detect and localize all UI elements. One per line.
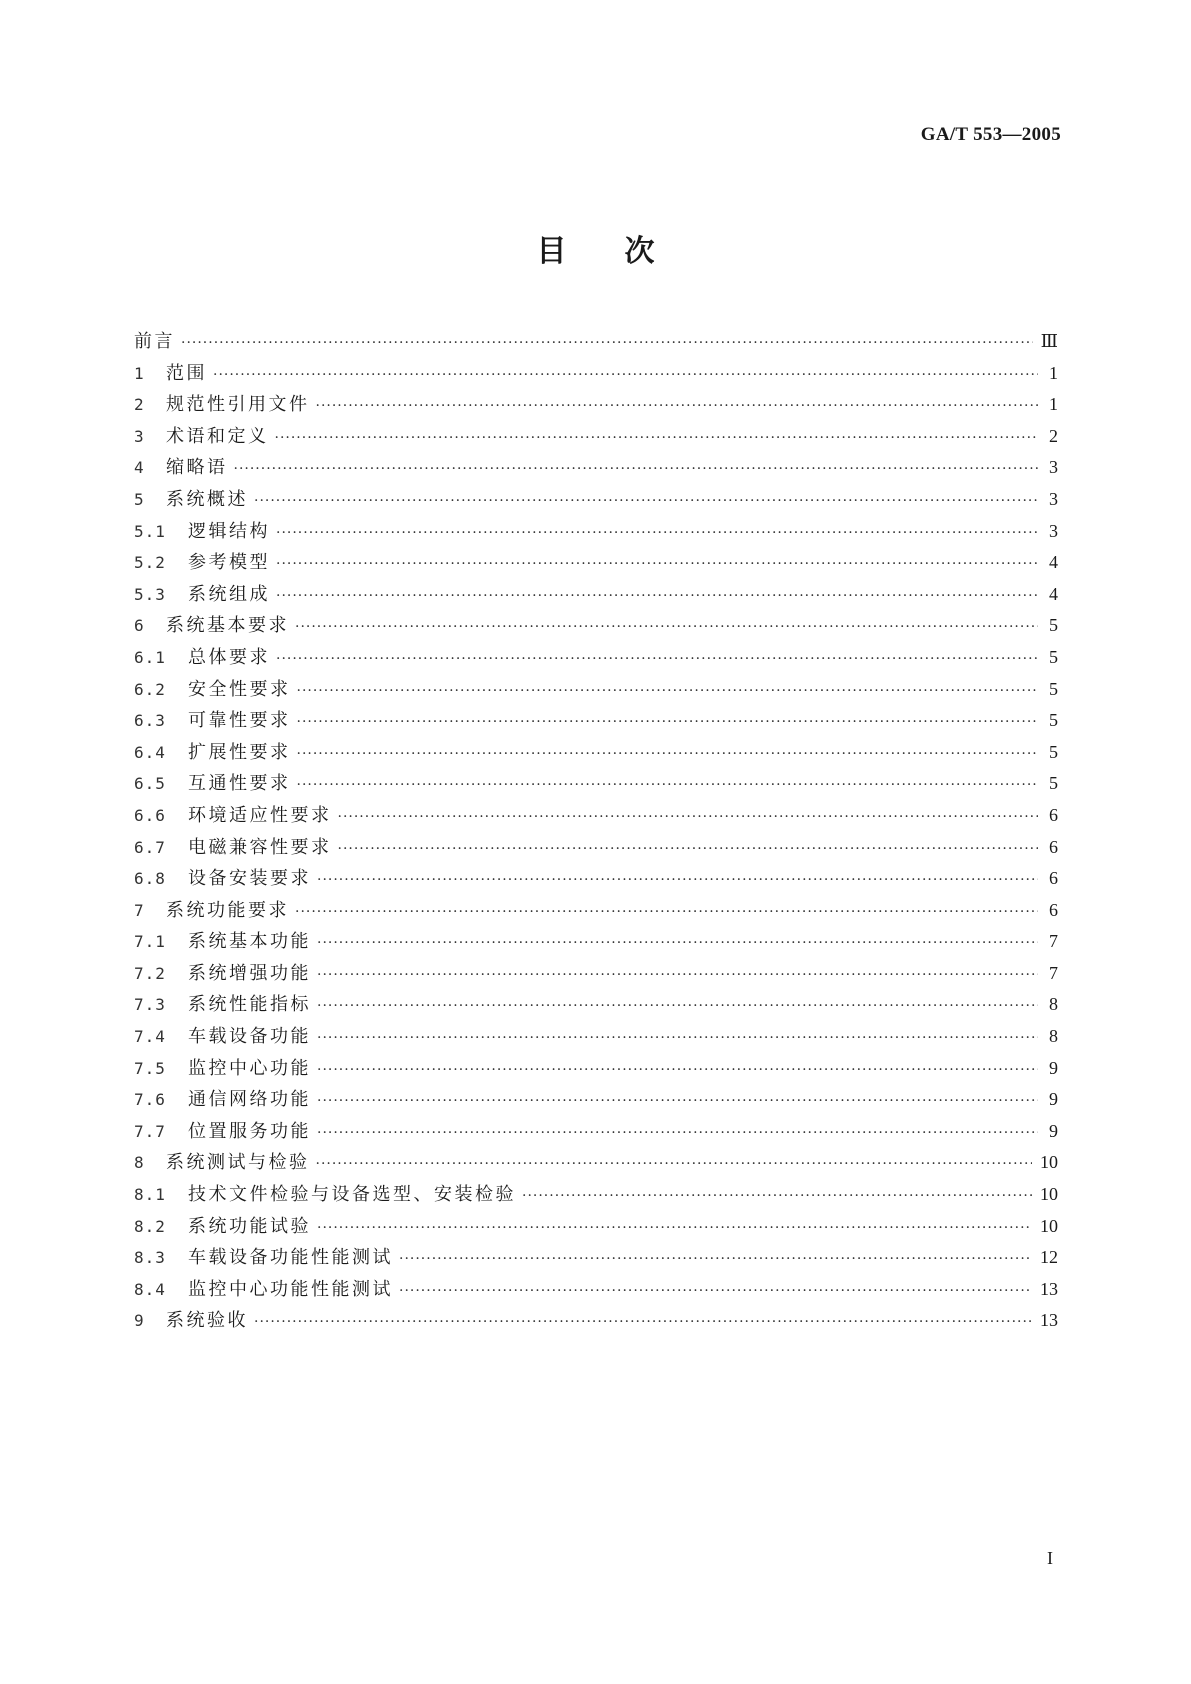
toc-entry-label: 术语和定义 <box>166 425 269 447</box>
toc-entry-label: 环境适应性要求 <box>188 804 332 826</box>
toc-entry-number: 3 <box>134 426 145 446</box>
toc-entry-label: 互通性要求 <box>188 773 291 795</box>
toc-dot-leader <box>317 1023 1038 1055</box>
toc-entry[interactable] <box>134 1211 1058 1243</box>
toc-entry-number: 6.5 <box>134 774 166 794</box>
toc-entry[interactable] <box>134 1179 1058 1211</box>
toc-dot-leader <box>317 1118 1038 1150</box>
toc-entry[interactable] <box>134 642 1058 674</box>
toc-entry-page: 12 <box>1040 1247 1058 1268</box>
toc-entry-label: 可靠性要求 <box>188 710 291 732</box>
toc-entry-label: 系统增强功能 <box>188 962 311 984</box>
toc-entry[interactable] <box>134 1305 1058 1337</box>
toc-entry-label: 监控中心功能 <box>188 1057 311 1079</box>
toc-entry-number: 7.1 <box>134 932 166 952</box>
toc-entry-page: 6 <box>1049 899 1058 920</box>
toc-entry-page: 8 <box>1049 1026 1058 1047</box>
toc-entry-number: 6.8 <box>134 869 166 889</box>
toc-entry-number: 7.2 <box>134 963 166 983</box>
toc-dot-leader <box>276 518 1038 550</box>
toc-dot-leader <box>317 1055 1038 1087</box>
toc-entry-page: 6 <box>1049 804 1058 825</box>
standard-code: GA/T 553—2005 <box>920 124 1061 145</box>
toc-entry[interactable] <box>134 895 1058 927</box>
toc-entry[interactable] <box>134 326 1058 358</box>
toc-entry[interactable] <box>134 579 1058 611</box>
toc-dot-leader <box>317 865 1038 897</box>
toc-entry-page: 7 <box>1049 962 1058 983</box>
toc-entry-number: 7.7 <box>134 1121 166 1141</box>
toc-dot-leader <box>297 707 1039 739</box>
toc-dot-leader <box>338 802 1039 834</box>
toc-entry-page: 5 <box>1049 615 1058 636</box>
toc-entry-page: 5 <box>1049 678 1058 699</box>
toc-entry-number: 8.1 <box>134 1185 166 1205</box>
toc-entry[interactable] <box>134 1084 1058 1116</box>
toc-entry-page: Ⅲ <box>1040 331 1058 351</box>
toc-entry-label: 系统性能指标 <box>188 994 311 1016</box>
toc-dot-leader <box>297 676 1039 708</box>
toc-entry[interactable] <box>134 768 1058 800</box>
toc-dot-leader <box>317 1213 1032 1245</box>
toc-entry-label: 系统组成 <box>188 583 270 605</box>
toc-entry[interactable] <box>134 800 1058 832</box>
toc-entry-number: 5.3 <box>134 584 166 604</box>
toc-entry-number: 7.6 <box>134 1090 166 1110</box>
toc-entry[interactable] <box>134 1274 1058 1306</box>
toc-entry-page: 1 <box>1049 394 1058 415</box>
toc-dot-leader <box>317 991 1038 1023</box>
toc-entry-number: 2 <box>134 395 145 415</box>
toc-entry-page: 10 <box>1040 1215 1058 1236</box>
toc-dot-leader <box>295 612 1038 644</box>
toc-entry[interactable] <box>134 737 1058 769</box>
toc-entry-number: 9 <box>134 1311 145 1331</box>
toc-entry-number: 7.5 <box>134 1058 166 1078</box>
toc-entry[interactable] <box>134 1021 1058 1053</box>
toc-entry-label: 系统验收 <box>166 1310 248 1332</box>
toc-dot-leader <box>522 1181 1032 1213</box>
toc-entry-label: 通信网络功能 <box>188 1089 311 1111</box>
toc-entry-label: 缩略语 <box>166 457 228 479</box>
toc-entry[interactable] <box>134 989 1058 1021</box>
toc-entry-number: 6.7 <box>134 837 166 857</box>
toc-entry-page: 3 <box>1049 488 1058 509</box>
toc-entry[interactable] <box>134 421 1058 453</box>
toc-entry-number: 8.3 <box>134 1248 166 1268</box>
toc-dot-leader <box>316 391 1039 423</box>
toc-entry-label: 安全性要求 <box>188 678 291 700</box>
toc-entry-page: 6 <box>1049 836 1058 857</box>
toc-entry[interactable] <box>134 516 1058 548</box>
toc-entry-page: 1 <box>1049 362 1058 383</box>
toc-entry-label: 参考模型 <box>188 552 270 574</box>
toc-entry-page: 10 <box>1040 1184 1058 1205</box>
toc-entry-label: 系统功能要求 <box>166 899 289 921</box>
toc-dot-leader <box>213 360 1038 392</box>
toc-entry[interactable] <box>134 1242 1058 1274</box>
toc-entry-number: 6.2 <box>134 679 166 699</box>
toc-entry[interactable] <box>134 1147 1058 1179</box>
toc-entry[interactable] <box>134 926 1058 958</box>
toc-entry-number: 5.2 <box>134 553 166 573</box>
toc-entry-page: 9 <box>1049 1120 1058 1141</box>
toc-dot-leader <box>317 928 1038 960</box>
table-of-contents <box>134 326 1058 1337</box>
toc-dot-leader <box>297 739 1039 771</box>
toc-entry-page: 13 <box>1040 1310 1058 1331</box>
toc-entry-label: 监控中心功能性能测试 <box>188 1278 393 1300</box>
toc-entry[interactable] <box>134 358 1058 390</box>
toc-entry-label: 电磁兼容性要求 <box>188 836 332 858</box>
toc-entry-page: 6 <box>1049 868 1058 889</box>
toc-entry-page: 13 <box>1040 1278 1058 1299</box>
toc-dot-leader <box>338 834 1039 866</box>
toc-entry-label: 技术文件检验与设备选型、安装检验 <box>188 1184 516 1206</box>
toc-entry-page: 7 <box>1049 931 1058 952</box>
toc-entry[interactable] <box>134 389 1058 421</box>
toc-entry-number: 8 <box>134 1153 145 1173</box>
toc-entry-number: 8.2 <box>134 1216 166 1236</box>
toc-entry-number: 6 <box>134 616 145 636</box>
toc-entry-page: 5 <box>1049 646 1058 667</box>
toc-entry-page: 2 <box>1049 425 1058 446</box>
toc-entry-label: 位置服务功能 <box>188 1120 311 1142</box>
toc-dot-leader <box>399 1276 1032 1308</box>
toc-dot-leader <box>297 770 1039 802</box>
toc-dot-leader <box>234 454 1039 486</box>
toc-entry-number: 6.1 <box>134 647 166 667</box>
toc-entry[interactable] <box>134 1053 1058 1085</box>
toc-entry[interactable] <box>134 863 1058 895</box>
toc-entry[interactable] <box>134 705 1058 737</box>
toc-entry-number: 4 <box>134 458 145 478</box>
toc-entry-label: 车载设备功能 <box>188 1026 311 1048</box>
toc-entry-page: 8 <box>1049 994 1058 1015</box>
toc-entry-label: 规范性引用文件 <box>166 394 310 416</box>
toc-entry[interactable] <box>134 832 1058 864</box>
toc-entry-number: 5.1 <box>134 521 166 541</box>
toc-entry-number: 6.3 <box>134 711 166 731</box>
toc-entry-page: 4 <box>1049 583 1058 604</box>
toc-entry[interactable] <box>134 1116 1058 1148</box>
toc-entry-label: 逻辑结构 <box>188 520 270 542</box>
toc-entry[interactable] <box>134 547 1058 579</box>
toc-entry-label: 系统功能试验 <box>188 1215 311 1237</box>
toc-entry-page: 5 <box>1049 710 1058 731</box>
toc-entry-number: 1 <box>134 363 145 383</box>
toc-entry-label: 系统概述 <box>166 488 248 510</box>
toc-dot-leader <box>317 960 1038 992</box>
toc-entry-page: 4 <box>1049 552 1058 573</box>
toc-entry-page: 3 <box>1049 520 1058 541</box>
toc-entry-label: 车载设备功能性能测试 <box>188 1247 393 1269</box>
toc-dot-leader <box>276 581 1038 613</box>
toc-dot-leader <box>181 328 1033 360</box>
toc-dot-leader <box>276 549 1038 581</box>
toc-entry[interactable] <box>134 674 1058 706</box>
toc-entry-page: 10 <box>1040 1152 1058 1173</box>
toc-entry-number: 8.4 <box>134 1279 166 1299</box>
toc-dot-leader <box>399 1244 1032 1276</box>
toc-entry-number: 5 <box>134 489 145 509</box>
toc-dot-leader <box>317 1086 1038 1118</box>
toc-entry[interactable] <box>134 610 1058 642</box>
toc-entry-page: 5 <box>1049 741 1058 762</box>
toc-entry-label: 设备安装要求 <box>188 868 311 890</box>
toc-entry-label: 系统基本功能 <box>188 931 311 953</box>
toc-entry-label: 前言 <box>134 331 175 352</box>
toc-entry-label: 系统测试与检验 <box>166 1152 310 1174</box>
toc-entry[interactable] <box>134 484 1058 516</box>
toc-entry-page: 9 <box>1049 1089 1058 1110</box>
toc-dot-leader <box>254 1307 1032 1339</box>
toc-entry-number: 6.4 <box>134 742 166 762</box>
toc-dot-leader <box>276 644 1038 676</box>
page-title: 目次 <box>536 234 713 269</box>
toc-entry-page: 5 <box>1049 773 1058 794</box>
toc-entry-page: 3 <box>1049 457 1058 478</box>
toc-entry-label: 扩展性要求 <box>188 741 291 763</box>
toc-entry-label: 范围 <box>166 362 207 384</box>
toc-entry-page: 9 <box>1049 1057 1058 1078</box>
toc-entry[interactable] <box>134 958 1058 990</box>
toc-entry-number: 6.6 <box>134 805 166 825</box>
toc-dot-leader <box>275 423 1039 455</box>
toc-dot-leader <box>254 486 1038 518</box>
toc-entry-label: 系统基本要求 <box>166 615 289 637</box>
toc-entry[interactable] <box>134 452 1058 484</box>
page-number: I <box>1047 1548 1053 1568</box>
toc-entry-number: 7.3 <box>134 995 166 1015</box>
toc-entry-number: 7.4 <box>134 1027 166 1047</box>
toc-entry-number: 7 <box>134 900 145 920</box>
toc-dot-leader <box>295 897 1038 929</box>
toc-entry-label: 总体要求 <box>188 646 270 668</box>
toc-dot-leader <box>316 1149 1033 1181</box>
